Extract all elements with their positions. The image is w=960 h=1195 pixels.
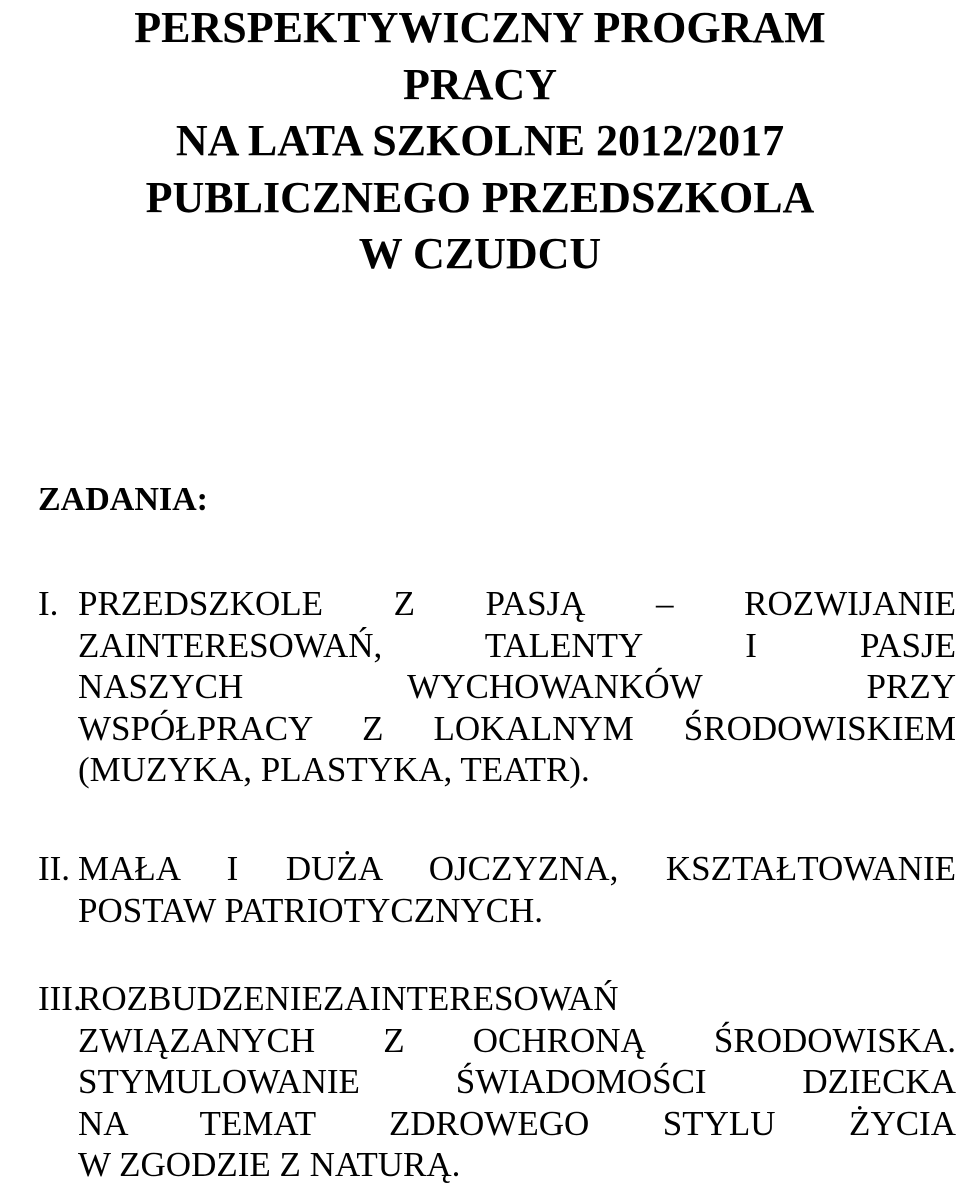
title-line-1: PERSPEKTYWICZNY PROGRAM: [134, 3, 826, 52]
task-line: MAŁA I DUŻA OJCZYZNA, KSZTAŁTOWANIE: [78, 849, 956, 888]
title-line-2: PRACY: [403, 59, 557, 109]
task-line: STYMULOWANIE ŚWIADOMOŚCI DZIECKA: [78, 1062, 956, 1102]
task-line: POSTAW PATRIOTYCZNYCH.: [78, 890, 544, 930]
task-number: II.: [38, 849, 71, 888]
title-line-3: NA LATA SZKOLNE 2012/2017: [175, 116, 785, 165]
task-text: [78, 978, 956, 1186]
task-line: NA TEMAT ZDROWEGO STYLU ŻYCIA: [78, 1103, 956, 1143]
task-text: [78, 583, 956, 791]
task-number: I.: [38, 584, 59, 623]
task-line: W ZGODZIE Z NATURĄ.: [78, 1145, 461, 1185]
task-line: ROZBUDZENIEZAINTERESOWAŃ: [78, 979, 619, 1018]
task-line: ZWIĄZANYCH Z OCHRONĄ ŚRODOWISKA.: [78, 1020, 956, 1060]
task-section-2: [0, 848, 960, 938]
task-line: (MUZYKA, PLASTYKA, TEATR).: [78, 750, 590, 790]
task-section-3: [0, 978, 960, 1193]
task-section-1: [0, 583, 960, 798]
task-text: [78, 848, 956, 931]
task-line: ZAINTERESOWAŃ, TALENTY I PASJE: [78, 625, 956, 665]
title-line-5: W CZUDCU: [358, 229, 602, 278]
task-line: PRZEDSZKOLE Z PASJĄ – ROZWIJANIE: [78, 584, 956, 623]
task-line: NASZYCH WYCHOWANKÓW PRZY: [78, 667, 956, 707]
tasks-heading: ZADANIA:: [38, 481, 208, 518]
task-line: WSPÓŁPRACY Z LOKALNYM ŚRODOWISKIEM: [78, 708, 956, 748]
task-number: III.: [38, 979, 82, 1018]
title-line-4: PUBLICZNEGO PRZEDSZKOLA: [145, 172, 815, 222]
document-title: [0, 0, 960, 283]
